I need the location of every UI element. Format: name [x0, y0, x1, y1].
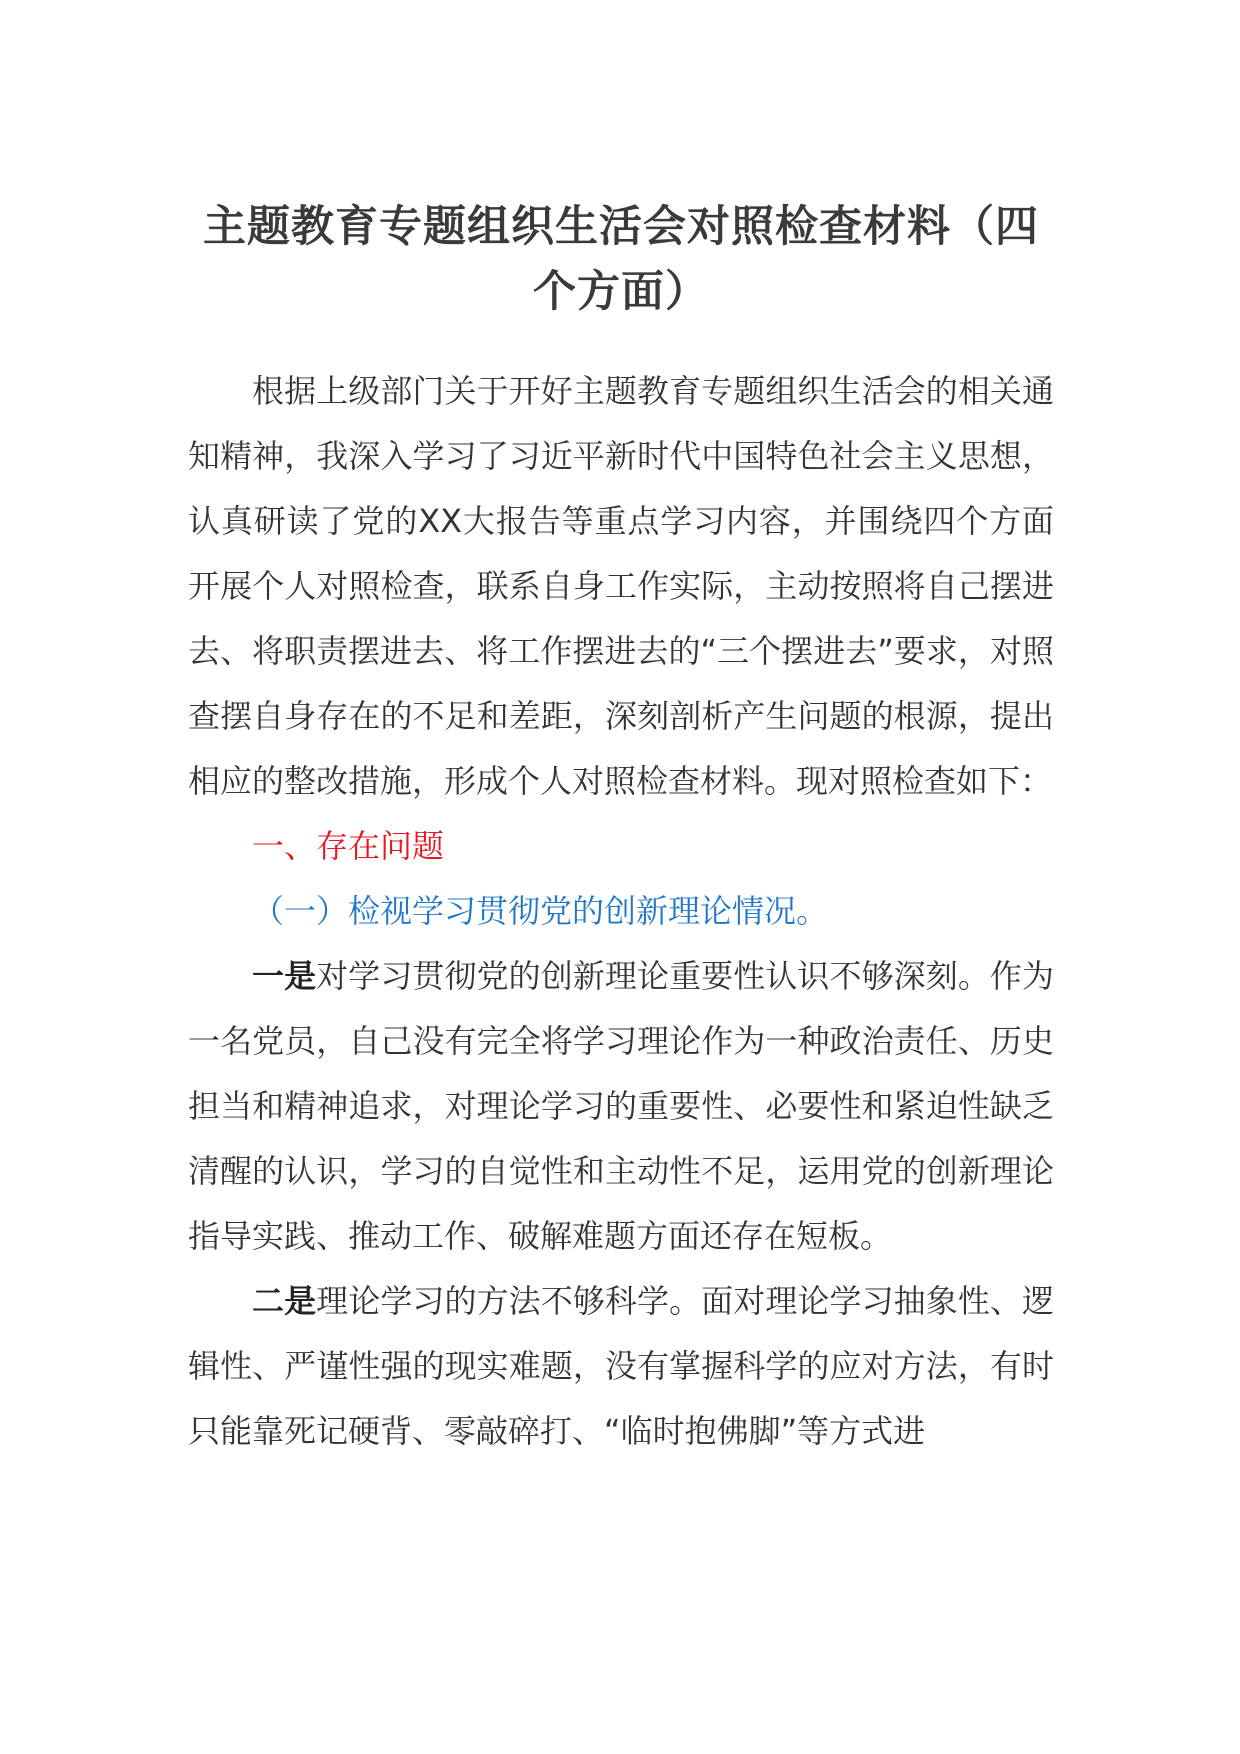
point-two-text: 理论学习的方法不够科学。面对理论学习抽象性、逻辑性、严谨性强的现实难题，没有掌握科学的应对方法，有时只能靠死记硬背、零敲碎打、“临时抱佛脚”等方式进: [188, 1282, 1054, 1450]
document-page: [188, 195, 1054, 1464]
document-body: [188, 359, 1054, 1464]
point-one-text: 对学习贯彻党的创新理论重要性认识不够深刻。作为一名党员，自己没有完全将学习理论作为一种政治责任、历史担当和精神追求，对理论学习的重要性、必要性和紧迫性缺乏清醒的认识，学习的自觉性和主动性不足，运用党的创新理论指导实践、推动工作、破解难题方面还存在短板。: [188, 957, 1054, 1255]
subsection-heading-theory-study: （一）检视学习贯彻党的创新理论情况。: [252, 892, 829, 930]
point-one-lead: 一是: [252, 957, 317, 995]
point-one-paragraph: [188, 944, 1054, 1269]
point-two-paragraph: [188, 1269, 1054, 1464]
intro-paragraph: 根据上级部门关于开好主题教育专题组织生活会的相关通知精神，我深入学习了习近平新时代中国特色社会主义思想，认真研读了党的XX大报告等重点学习内容，并围绕四个方面开展个人对照检查，联系自身工作实际，主动按照将自己摆进去、将职责摆进去、将工作摆进去的“三个摆进去”要求，对照查摆自身存在的不足和差距，深刻剖析产生问题的根源，提出相应的整改措施，形成个人对照检查材料。现对照检查如下：: [188, 372, 1054, 800]
document-title: 主题教育专题组织生活会对照检查材料（四个方面）: [203, 202, 1039, 317]
section-heading-problems: 一、存在问题: [252, 827, 445, 865]
point-two-lead: 二是: [252, 1282, 317, 1320]
